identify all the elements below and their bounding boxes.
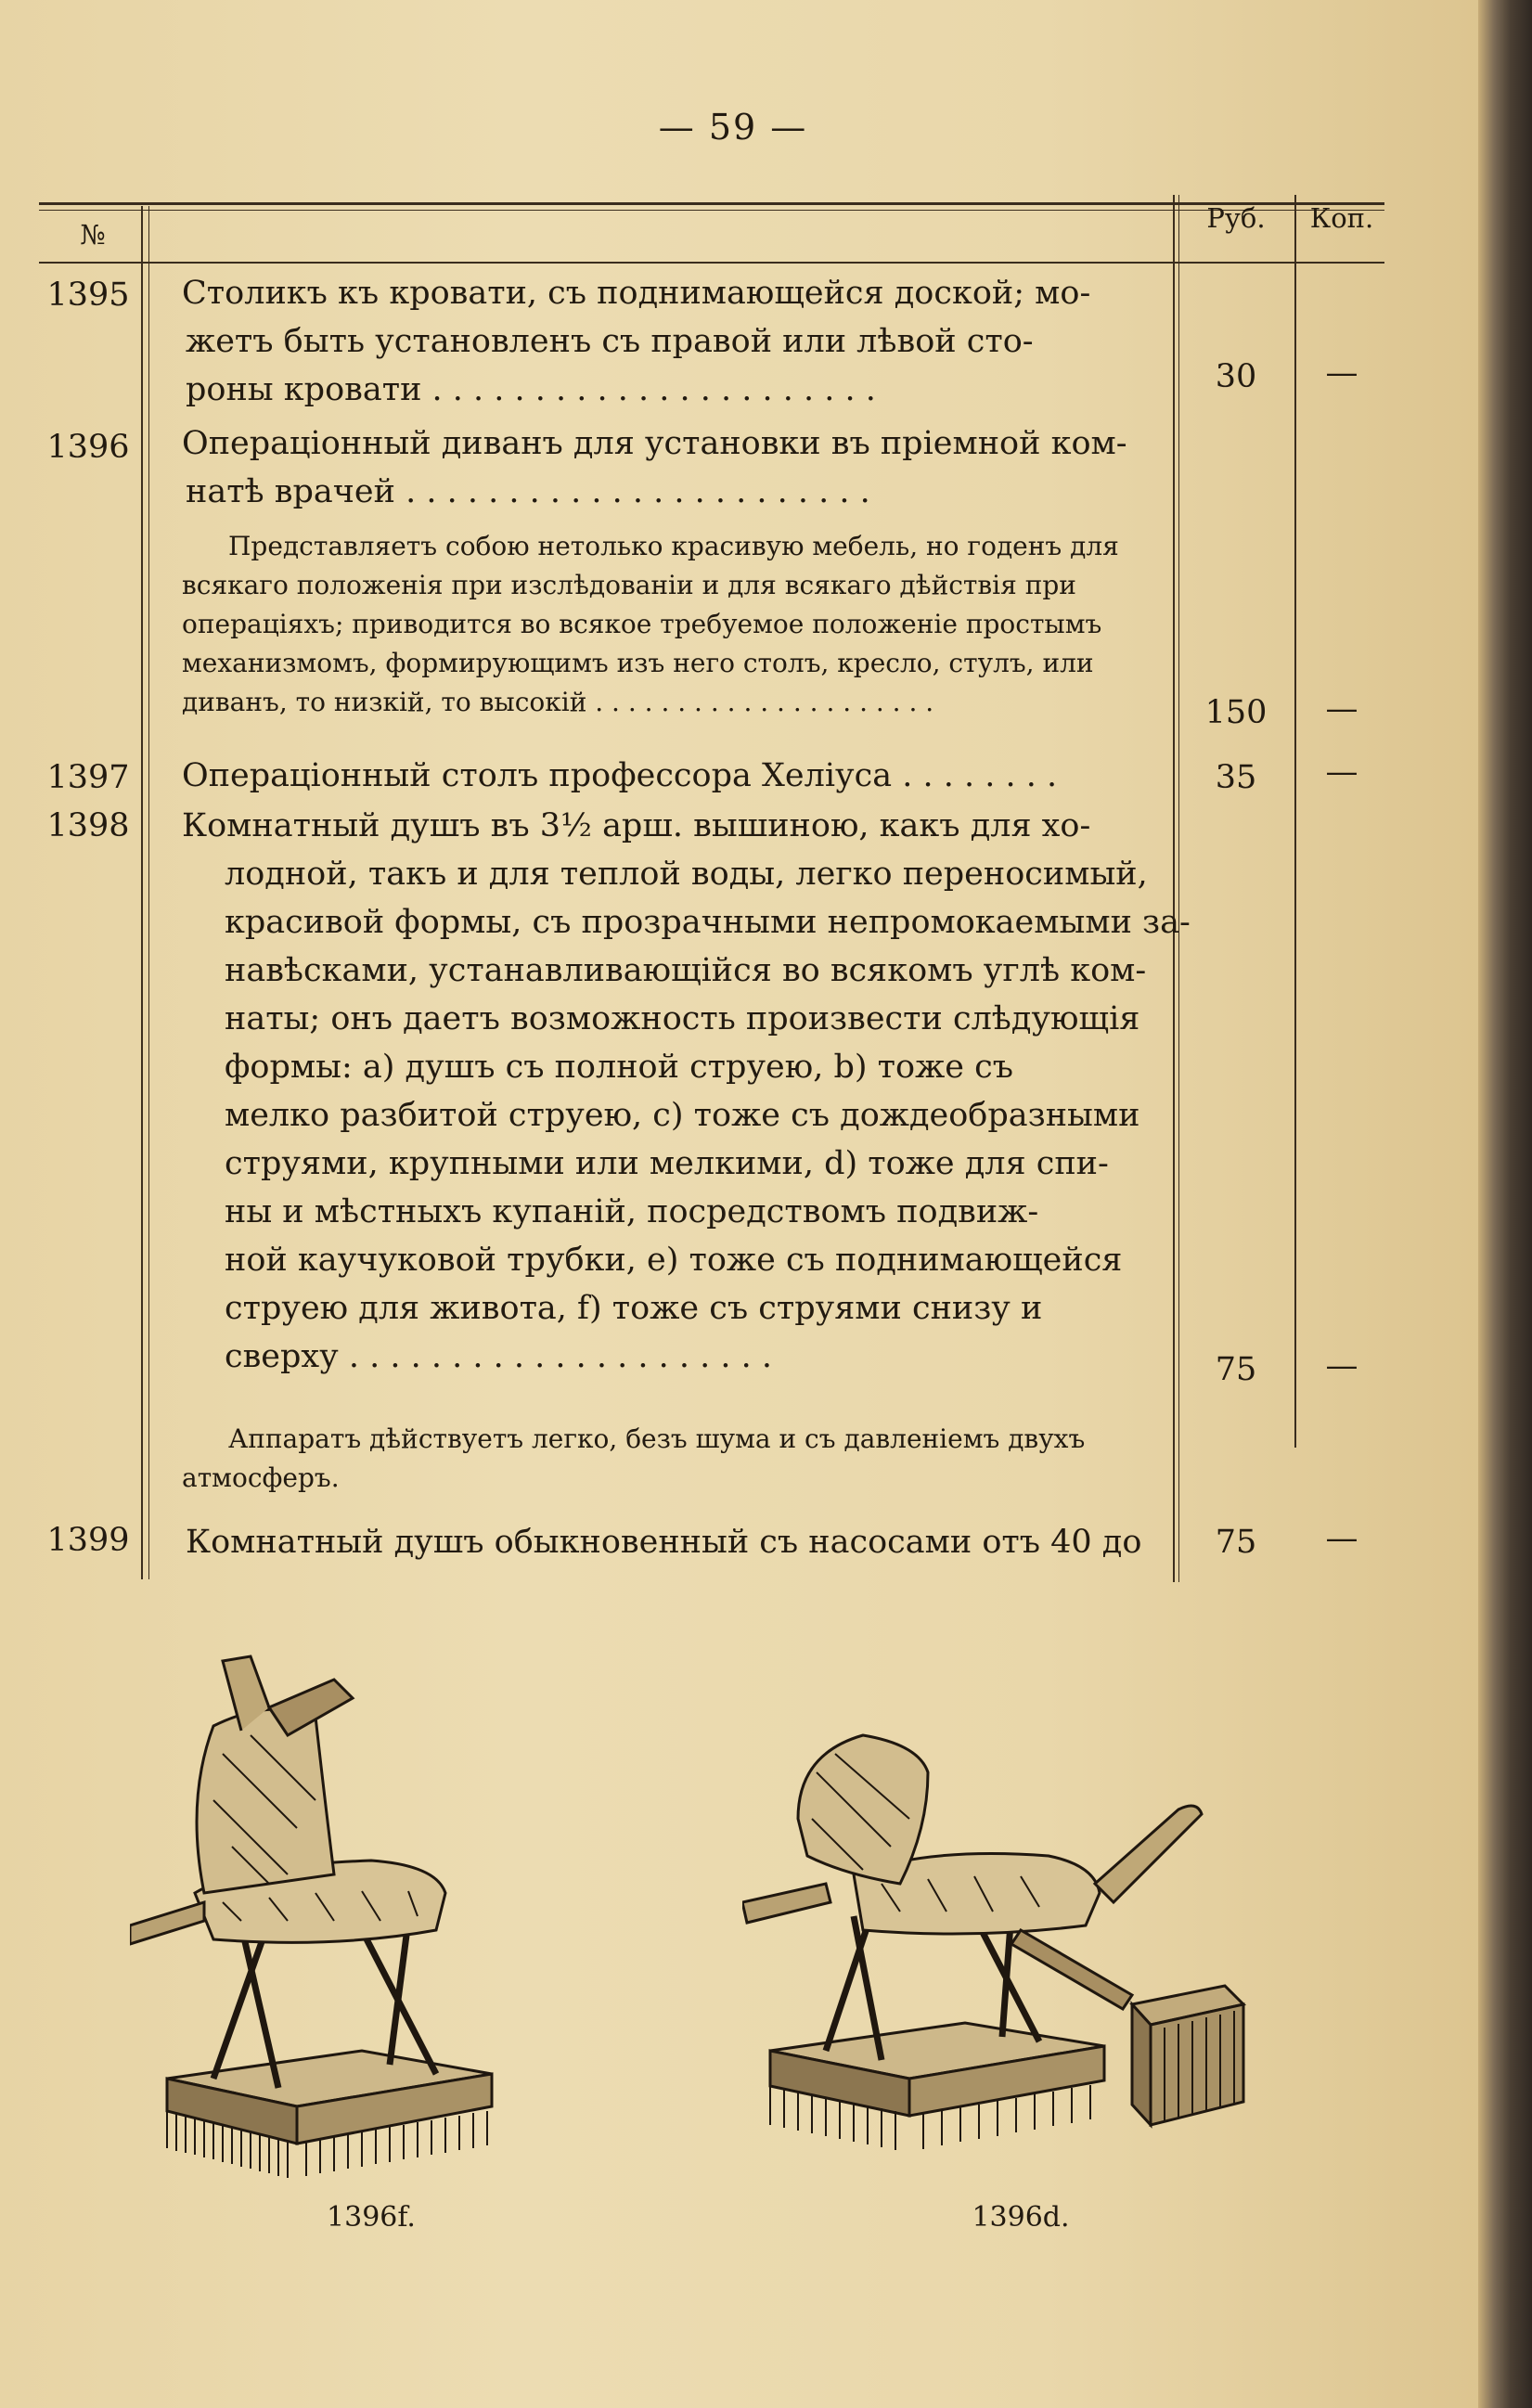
figure-caption: 1396f. <box>327 2201 416 2234</box>
row-number: 1396 <box>46 429 130 466</box>
note-line: атмосферъ. <box>182 1462 340 1493</box>
row-description <box>186 1518 1171 1566</box>
note-line: операціяхъ; приводится во всякое требуемое положеніе простымъ <box>182 609 1102 639</box>
description-line: мелко разбитой струею, c) тоже съ дождеобразными <box>225 1097 1140 1134</box>
description-line: Комнатный душъ обыкновенный съ насосами отъ 40 до <box>186 1524 1142 1561</box>
price-kop: — <box>1325 690 1358 728</box>
col-divider-left-2 <box>148 206 149 1579</box>
header-rub: Руб. <box>1206 202 1266 234</box>
description-line: Операціонный диванъ для установки въ пріемной ком- <box>182 425 1127 462</box>
price-rub: 35 <box>1215 759 1257 796</box>
description-line: формы: a) душъ съ полной струею, b) тоже съ <box>225 1049 1013 1086</box>
description-line: Операціонный столъ профессора Хеліуса . . . . . . . . <box>182 757 1058 794</box>
row-number: 1398 <box>46 807 130 844</box>
note-line: Аппаратъ дѣйствуетъ легко, безъ шума и съ давленіемъ двухъ <box>228 1423 1086 1454</box>
description-line: натѣ врачей . . . . . . . . . . . . . . . . . . . . . . . <box>186 473 870 510</box>
page-number: — 59 — <box>658 107 808 148</box>
description-line: наты; онъ даетъ возможность произвести слѣдующія <box>225 1000 1140 1037</box>
row-note <box>182 1420 1167 1498</box>
description-line: навѣсками, устанавливающійся во всякомъ углѣ ком- <box>225 952 1147 989</box>
operating-chair-illustration <box>130 1642 575 2199</box>
operating-chair-lowered-illustration <box>742 1717 1262 2199</box>
price-rub: 150 <box>1204 694 1268 731</box>
description-line: лодной, такъ и для теплой воды, легко переносимый, <box>225 856 1148 893</box>
price-kop: — <box>1325 1347 1358 1384</box>
description-line: сверху . . . . . . . . . . . . . . . . . . . . . <box>225 1338 773 1375</box>
book-spine <box>1478 0 1532 2408</box>
description-line: ны и мѣстныхъ купаній, посредствомъ подвиж- <box>225 1193 1039 1230</box>
note-line: Представляетъ собою нетолько красивую мебель, но годенъ для <box>228 531 1119 561</box>
description-line: струями, крупными или мелкими, d) тоже для спи- <box>225 1145 1109 1182</box>
description-line: роны кровати . . . . . . . . . . . . . . . . . . . . . . <box>186 371 876 408</box>
description-line: ной каучуковой трубки, e) тоже съ поднимающейся <box>225 1242 1123 1279</box>
header-kop: Коп. <box>1309 202 1374 234</box>
description-line: струею для живота, f) тоже съ струями снизу и <box>225 1290 1043 1327</box>
price-kop: — <box>1325 753 1358 791</box>
note-line: механизмомъ, формирующимъ изъ него столъ, кресло, стулъ, или <box>182 648 1094 678</box>
figure-caption: 1396d. <box>972 2201 1070 2234</box>
description-line: Комнатный душъ въ 3½ арш. вышиною, какъ для хо- <box>182 807 1091 844</box>
price-rub: 75 <box>1215 1351 1257 1388</box>
description-line: красивой формы, съ прозрачными непромокаемыми за- <box>225 904 1191 941</box>
price-rub: 30 <box>1215 358 1257 395</box>
price-kop: — <box>1325 1520 1358 1557</box>
row-number: 1397 <box>46 759 130 796</box>
note-line: диванъ, то низкій, то высокій . . . . . . . . . . . . . . . . . . . . . <box>182 687 934 717</box>
row-note <box>182 527 1167 722</box>
row-description <box>182 802 1191 1381</box>
price-rub: 75 <box>1215 1524 1257 1561</box>
row-number: 1395 <box>46 277 130 314</box>
row-description <box>182 419 1167 516</box>
price-kop: — <box>1325 354 1358 392</box>
col-divider-left <box>141 206 143 1579</box>
note-line: всякаго положенія при изслѣдованіи и для всякаго дѣйствія при <box>182 570 1076 600</box>
row-description <box>182 269 1167 414</box>
description-line: жетъ быть установленъ съ правой или лѣвой сто- <box>186 323 1034 360</box>
row-description <box>182 752 1167 800</box>
description-line: Столикъ къ кровати, съ поднимающейся доской; мо- <box>182 275 1091 312</box>
header-number: № <box>80 219 106 251</box>
row-number: 1399 <box>46 1522 130 1559</box>
header-rule <box>39 262 1384 264</box>
